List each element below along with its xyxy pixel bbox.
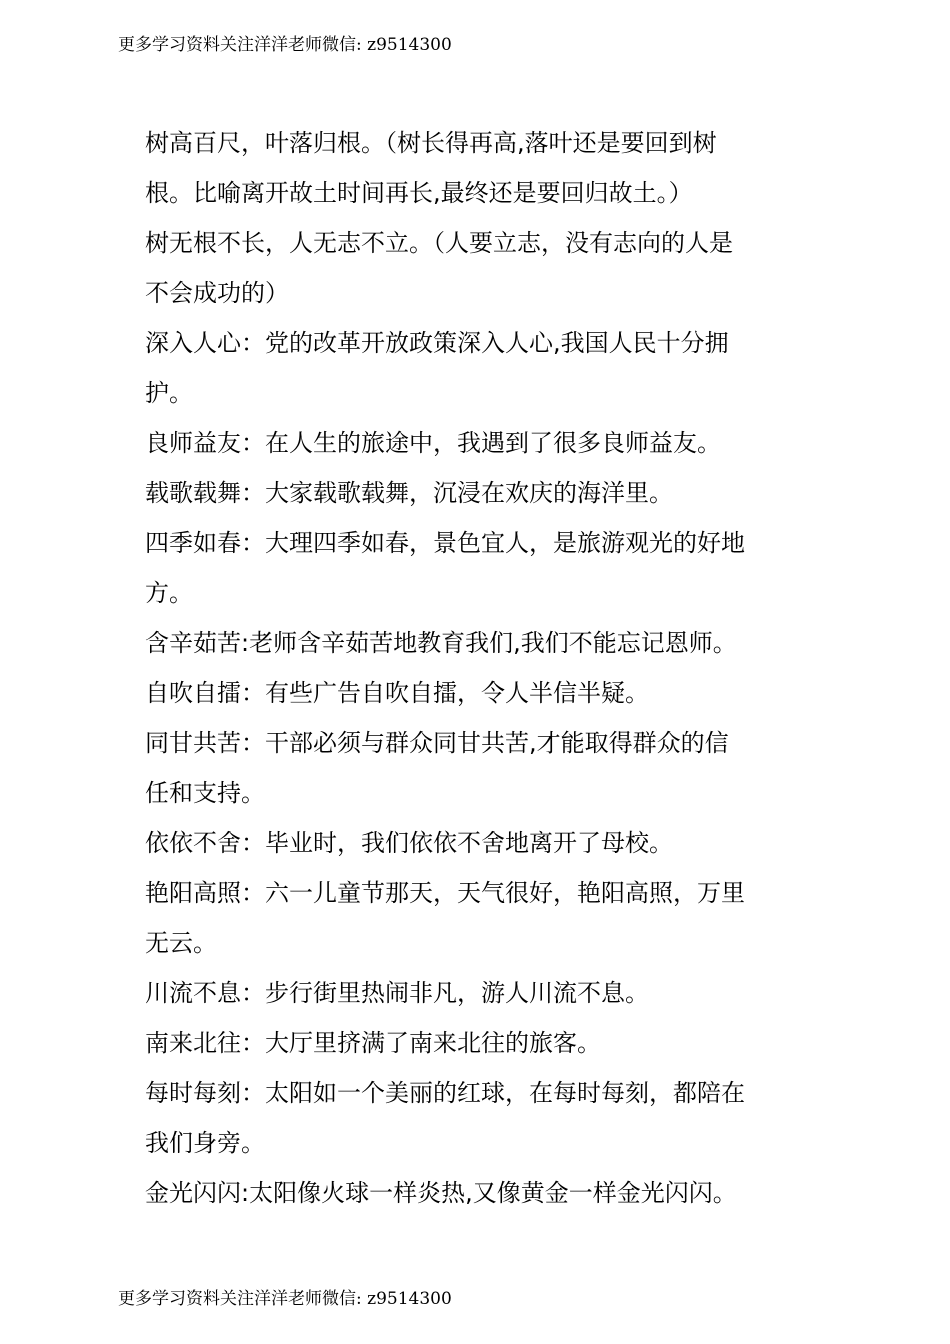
document-body: [145, 118, 810, 1218]
text-line: 任和支持。: [145, 779, 265, 807]
text-line: 不会成功的）: [145, 279, 289, 307]
text-line: 载歌载舞：大家载歌载舞，沉浸在欢庆的海洋里。: [145, 479, 673, 507]
text-line: 方。: [145, 579, 193, 607]
text-line: 含辛茹苦:老师含辛茹苦地教育我们,我们不能忘记恩师。: [145, 629, 737, 657]
text-line: 树高百尺，叶落归根。（树长得再高,落叶还是要回到树: [145, 129, 717, 157]
text-line: 依依不舍：毕业时，我们依依不舍地离开了母校。: [145, 829, 673, 857]
text-line: 根。比喻离开故土时间再长,最终还是要回归故土。）: [145, 179, 693, 207]
text-line: 川流不息：步行街里热闹非凡，游人川流不息。: [145, 979, 649, 1007]
text-line: 四季如春：大理四季如春，景色宜人，是旅游观光的好地: [145, 529, 745, 557]
text-line: 树无根不长，人无志不立。（人要立志，没有志向的人是: [145, 229, 733, 257]
text-line: 南来北往：大厅里挤满了南来北往的旅客。: [145, 1029, 601, 1057]
text-line: 自吹自擂：有些广告自吹自擂，令人半信半疑。: [145, 679, 649, 707]
text-line: 艳阳高照：六一儿童节那天，天气很好，艳阳高照，万里: [145, 879, 745, 907]
text-line: 无云。: [145, 929, 217, 957]
text-line: 护。: [145, 379, 193, 407]
text-line: 金光闪闪:太阳像火球一样炎热,又像黄金一样金光闪闪。: [145, 1179, 737, 1207]
text-line: 我们身旁。: [145, 1129, 265, 1157]
text-line: 深入人心：党的改革开放政策深入人心,我国人民十分拥: [145, 329, 729, 357]
page-footer: 更多学习资料关注洋洋老师微信: z9514300: [118, 1289, 452, 1309]
page-header: 更多学习资料关注洋洋老师微信: z9514300: [118, 35, 452, 55]
text-line: 良师益友：在人生的旅途中，我遇到了很多良师益友。: [145, 429, 721, 457]
text-line: 每时每刻：太阳如一个美丽的红球，在每时每刻，都陪在: [145, 1079, 745, 1107]
text-line: 同甘共苦：干部必须与群众同甘共苦,才能取得群众的信: [145, 729, 729, 757]
